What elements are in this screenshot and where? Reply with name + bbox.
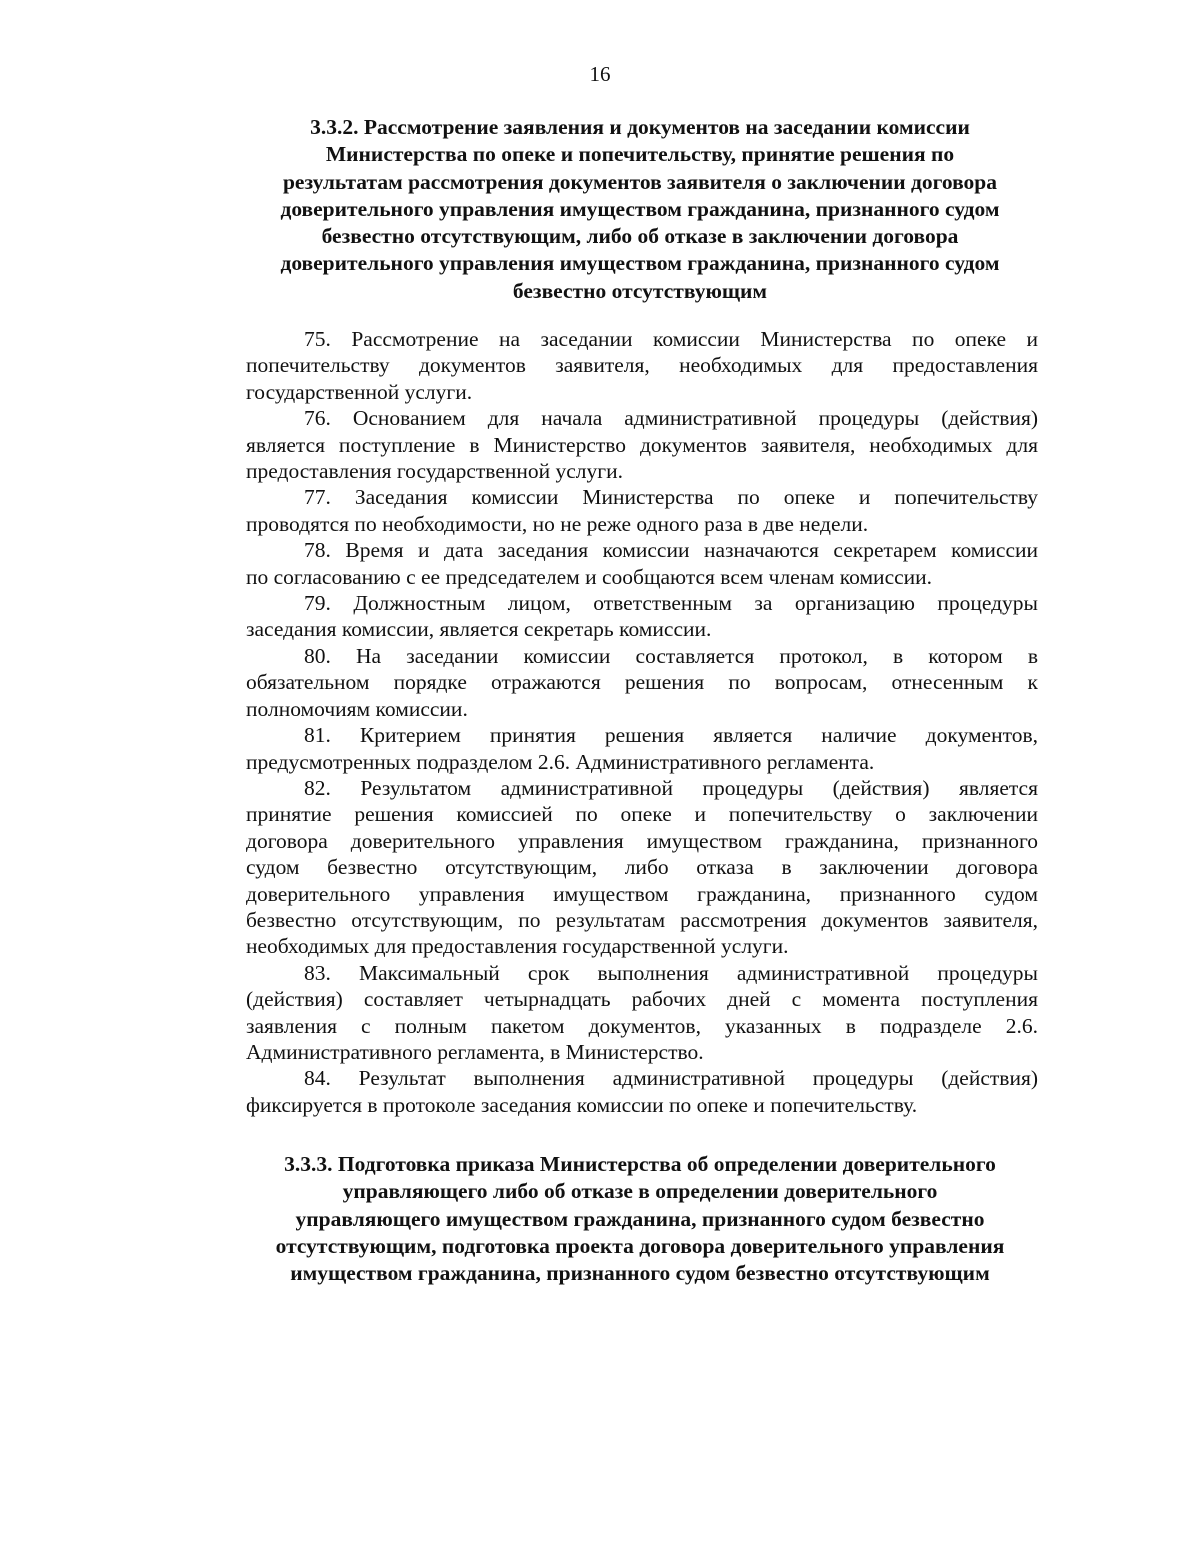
paragraph-76 [246, 405, 1038, 484]
heading-line: управляющего имуществом гражданина, признанного судом безвестно [295, 1206, 985, 1231]
paragraph-line: 82. Результатом административной процедуры (действия) является [304, 775, 1038, 800]
heading-line: доверительного управления имуществом гражданина, признанного судом [280, 251, 1000, 276]
paragraph-82 [246, 775, 1038, 960]
heading-line: Министерства по опеке и попечительству, принятие решения по [325, 142, 955, 167]
paragraph-line: договора доверительного управления имуществом гражданина, признанного [246, 828, 1038, 853]
paragraph-line: предусмотренных подразделом 2.6. Административного регламента. [246, 749, 875, 774]
paragraph-line: 80. На заседании комиссии составляется протокол, в котором в [304, 643, 1038, 668]
section-heading-3-3-2 [240, 114, 1040, 305]
heading-line: результатам рассмотрения документов заявителя о заключении договора [282, 169, 998, 194]
section-heading-3-3-3 [240, 1151, 1040, 1287]
paragraph-line: фиксируется в протоколе заседания комиссии по опеке и попечительству. [246, 1092, 918, 1117]
paragraph-line: является поступление в Министерство документов заявителя, необходимых для [246, 432, 1038, 457]
paragraph-line: заседания комиссии, является секретарь комиссии. [246, 617, 712, 642]
paragraph-line: судом безвестно отсутствующим, либо отказа в заключении договора [246, 855, 1038, 880]
paragraph-line: проводятся по необходимости, но не реже одного раза в две недели. [246, 511, 869, 536]
heading-line: 3.3.3. Подготовка приказа Министерства об определении доверительного [284, 1152, 996, 1176]
paragraph-line: 77. Заседания комиссии Министерства по опеке и попечительству [304, 485, 1038, 510]
paragraph-79 [246, 590, 1038, 643]
paragraph-line: принятие решения комиссией по опеке и попечительству о заключении [246, 802, 1038, 827]
paragraph-line: (действия) составляет четырнадцать рабочих дней с момента поступления [246, 987, 1038, 1012]
paragraph-line: 76. Основанием для начала административной процедуры (действия) [304, 406, 1038, 431]
heading-line: доверительного управления имуществом гражданина, признанного судом [280, 196, 1000, 221]
paragraph-line: 79. Должностным лицом, ответственным за организацию процедуры [304, 591, 1038, 616]
paragraph-80 [246, 643, 1038, 722]
paragraph-line: полномочиям комиссии. [246, 696, 468, 721]
paragraph-84 [246, 1065, 1038, 1118]
paragraph-line: по согласованию с ее председателем и сообщаются всем членам комиссии. [246, 564, 933, 589]
body-text [246, 326, 1038, 1118]
paragraph-line: 84. Результат выполнения административной процедуры (действия) [304, 1066, 1038, 1091]
paragraph-78 [246, 537, 1038, 590]
heading-line: безвестно отсутствующим, либо об отказе в заключении договора [321, 224, 959, 249]
paragraph-line: 78. Время и дата заседания комиссии назначаются секретарем комиссии [304, 538, 1038, 563]
paragraph-81 [246, 722, 1038, 775]
paragraph-line: 83. Максимальный срок выполнения административной процедуры [304, 960, 1038, 985]
heading-line: имуществом гражданина, признанного судом безвестно отсутствующим [290, 1261, 990, 1286]
paragraph-line: Административного регламента, в Министерство. [246, 1039, 704, 1064]
paragraph-line: необходимых для предоставления государственной услуги. [246, 934, 789, 959]
paragraph-line: безвестно отсутствующим, по результатам рассмотрения документов заявителя, [246, 907, 1038, 932]
paragraph-83 [246, 960, 1038, 1066]
paragraph-line: попечительству документов заявителя, необходимых для предоставления [246, 353, 1038, 378]
paragraph-75 [246, 326, 1038, 405]
heading-line: 3.3.2. Рассмотрение заявления и документов на заседании комиссии [310, 115, 970, 139]
paragraph-line: государственной услуги. [246, 379, 473, 404]
heading-line: управляющего либо об отказе в определении доверительного [342, 1179, 938, 1204]
paragraph-line: 75. Рассмотрение на заседании комиссии Министерства по опеке и [304, 327, 1038, 351]
paragraph-line: доверительного управления имуществом гражданина, признанного судом [246, 881, 1038, 906]
page-number: 16 [589, 62, 611, 86]
heading-line: отсутствующим, подготовка проекта договора доверительного управления [275, 1233, 1005, 1258]
heading-line: безвестно отсутствующим [512, 278, 768, 303]
paragraph-line: предоставления государственной услуги. [246, 459, 623, 484]
paragraph-line: обязательном порядке отражаются решения по вопросам, отнесенным к [246, 670, 1038, 695]
paragraph-line: заявления с полным пакетом документов, указанных в подразделе 2.6. [246, 1013, 1038, 1038]
paragraph-77 [246, 484, 1038, 537]
paragraph-line: 81. Критерием принятия решения является наличие документов, [304, 723, 1038, 748]
